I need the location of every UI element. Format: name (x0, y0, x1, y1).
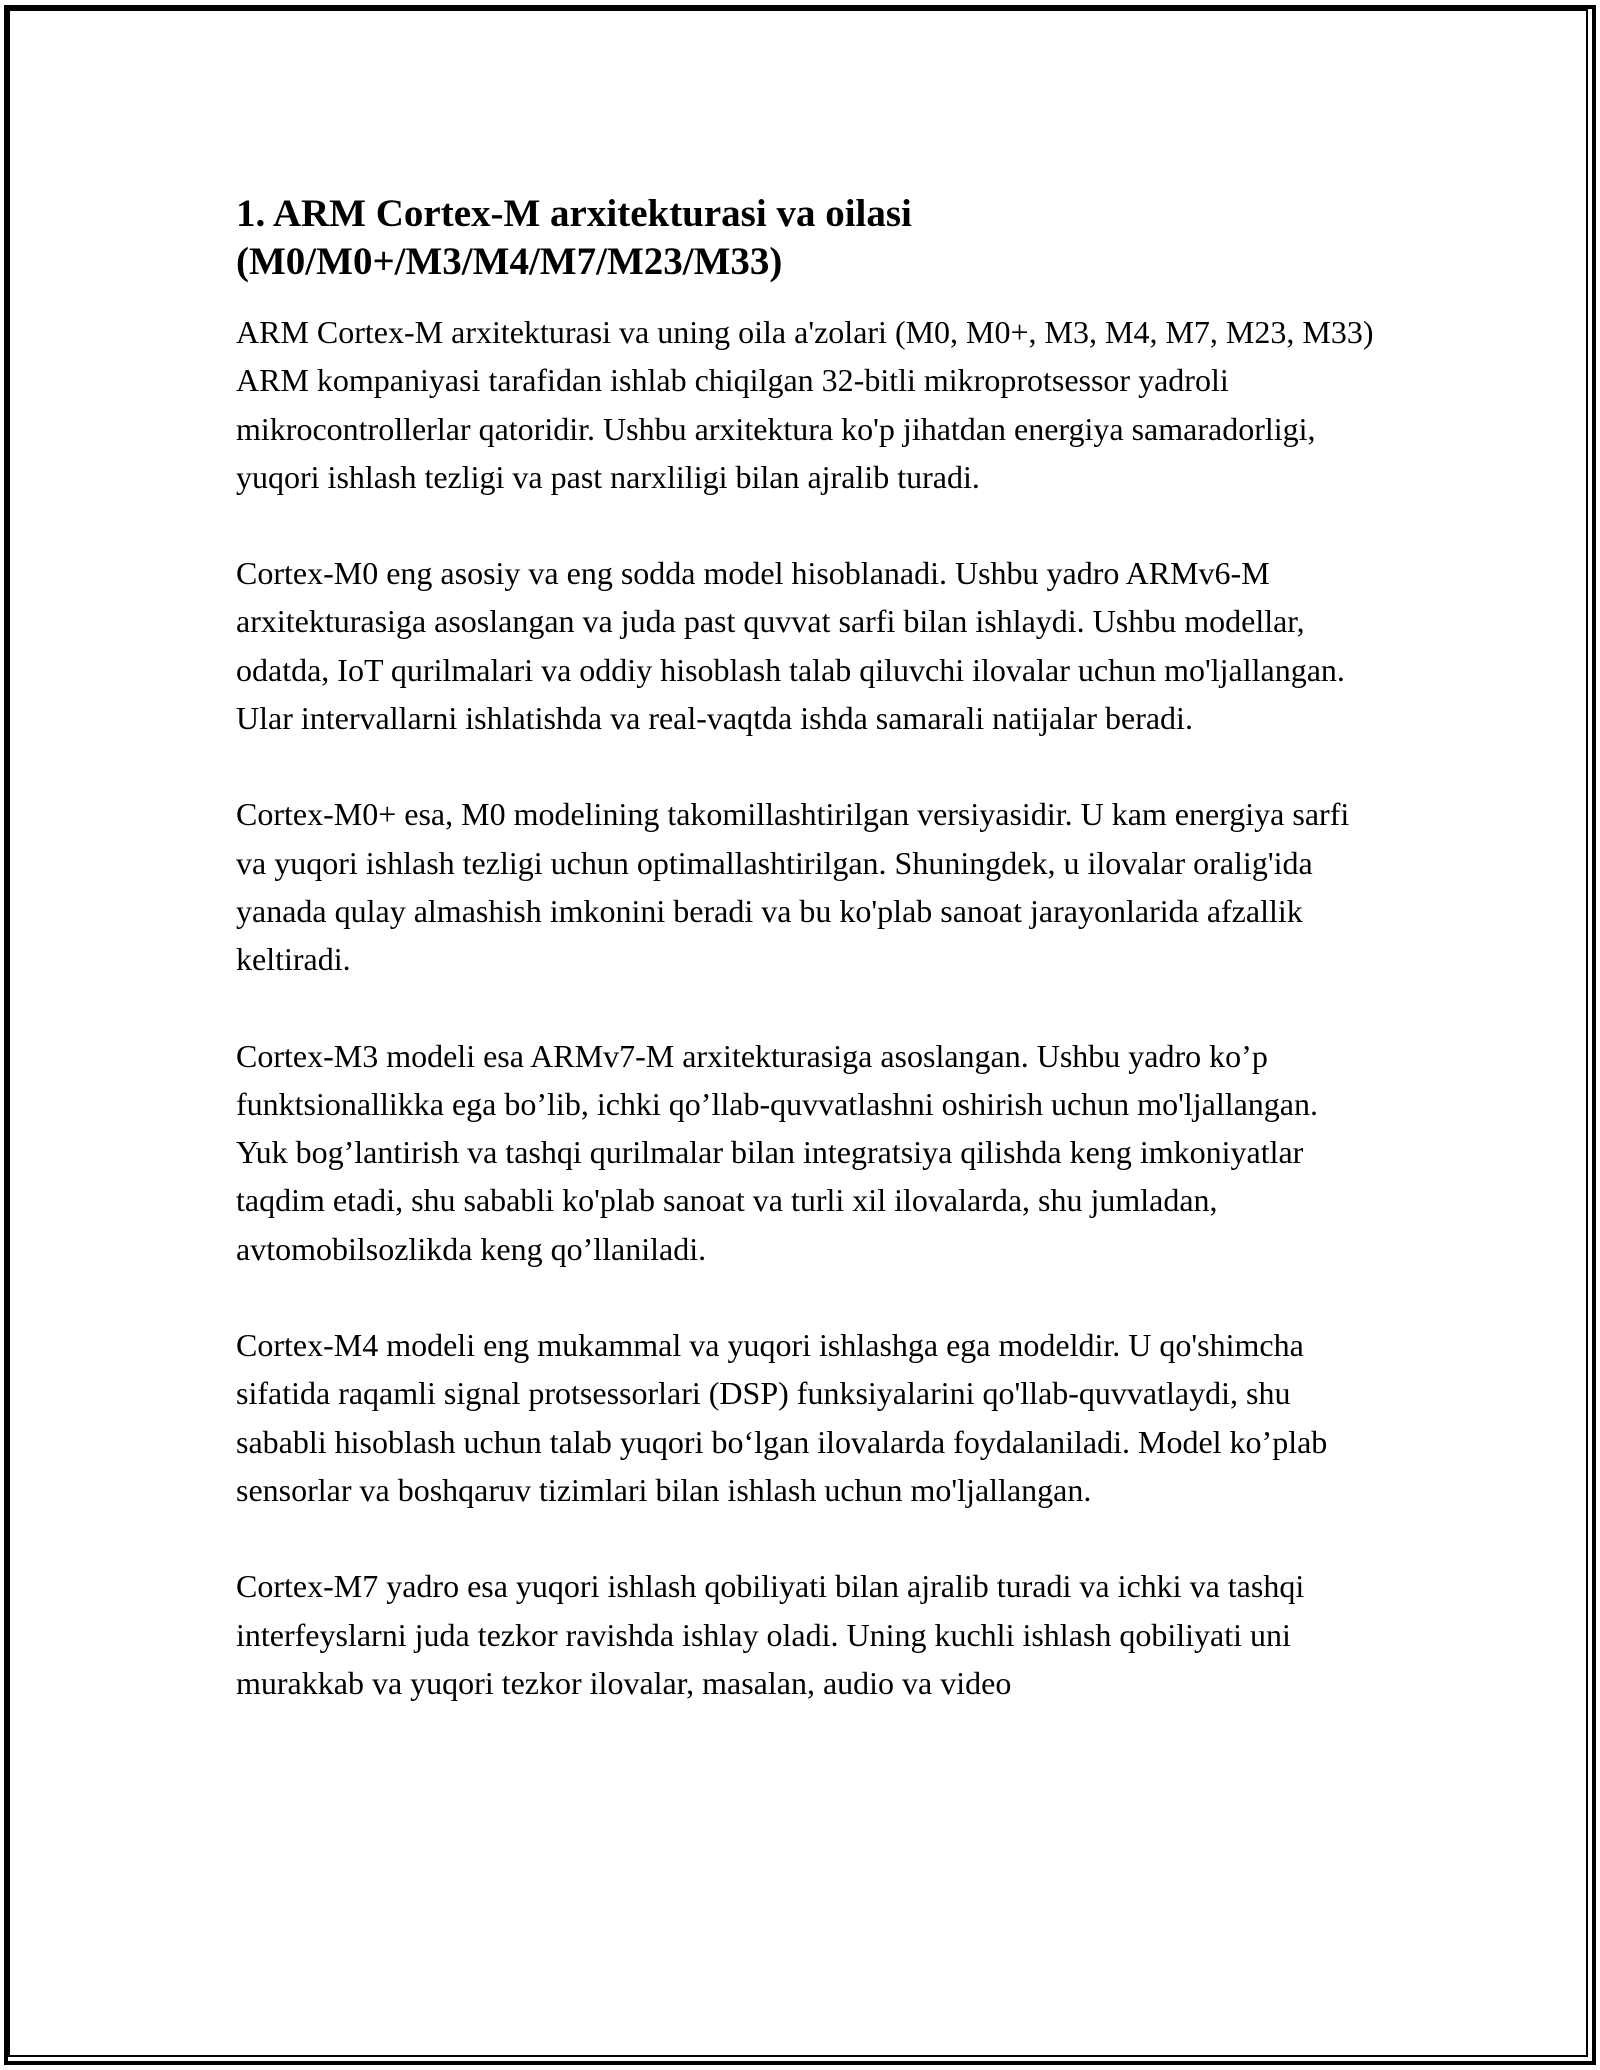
paragraph-cortex-m4: Cortex-M4 modeli eng mukammal va yuqori ishlashga ega modeldir. U qo'shimcha sifatida raqamli signal protsessorlari (DSP) funksiyalarini qo'llab-quvvatlaydi, shu sababli hisoblash uchun talab yuqori bo‘lgan ilovalarda foydalaniladi. Model ko’plab sensorlar va boshqaruv tizimlari bilan ishlash uchun mo'ljallangan. (236, 1327, 1328, 1508)
document-body (236, 190, 1376, 1707)
paragraph-intro: ARM Cortex-M arxitekturasi va uning oila a'zolari (M0, M0+, M3, M4, M7, M23, M33) ARM kompaniyasi tarafidan ishlab chiqilgan 32-bitli mikroprotsessor yadroli mikrocontrollerlar qatoridir. Ushbu arxitektura ko'p jihatdan energiya samaradorligi, yuqori ishlash tezligi va past narxliligi bilan ajralib turadi. (236, 314, 1374, 495)
paragraph-cortex-m3: Cortex-M3 modeli esa ARMv7-M arxitekturasiga asoslangan. Ushbu yadro ko’p funktsionallikka ega bo’lib, ichki qo’llab-quvvatlashni oshirish uchun mo'ljallangan. Yuk bog’lantirish va tashqi qurilmalar bilan integratsiya qilishda keng imkoniyatlar taqdim etadi, shu sababli ko'plab sanoat va turli xil ilovalarda, shu jumladan, avtomobilsozlikda keng qo’llaniladi. (236, 1037, 1318, 1267)
paragraph-cortex-m0: Cortex-M0 eng asosiy va eng sodda model hisoblanadi. Ushbu yadro ARMv6-M arxitekturasiga asoslangan va juda past quvvat sarfi bilan ishlaydi. Ushbu modellar, odatda, IoT qurilmalari va oddiy hisoblash talab qiluvchi ilovalar uchun mo'ljallangan. Ular intervallarni ishlatishda va real-vaqtda ishda samarali natijalar beradi. (236, 555, 1345, 737)
section-heading (236, 190, 1376, 286)
paragraph-cortex-m0-plus: Cortex-M0+ esa, M0 modelining takomillashtirilgan versiyasidir. U kam energiya sarfi va yuqori ishlash tezligi uchun optimallashtirilgan. Shuningdek, u ilovalar oralig'ida yanada qulay almashish imkonini beradi va bu ko'plab sanoat jarayonlarida afzallik keltiradi. (236, 796, 1350, 978)
section-heading-line-2: (M0/M0+/M3/M4/M7/M23/M33) (236, 240, 783, 283)
paragraph-cortex-m7: Cortex-M7 yadro esa yuqori ishlash qobiliyati bilan ajralib turadi va ichki va tashqi interfeyslarni juda tezkor ravishda ishlay oladi. Uning kuchli ishlash qobiliyati uni murakkab va yuqori tezkor ilovalar, masalan, audio va video (236, 1568, 1305, 1701)
section-heading-line-1: 1. ARM Cortex-M arxitekturasi va oilasi (236, 192, 912, 235)
